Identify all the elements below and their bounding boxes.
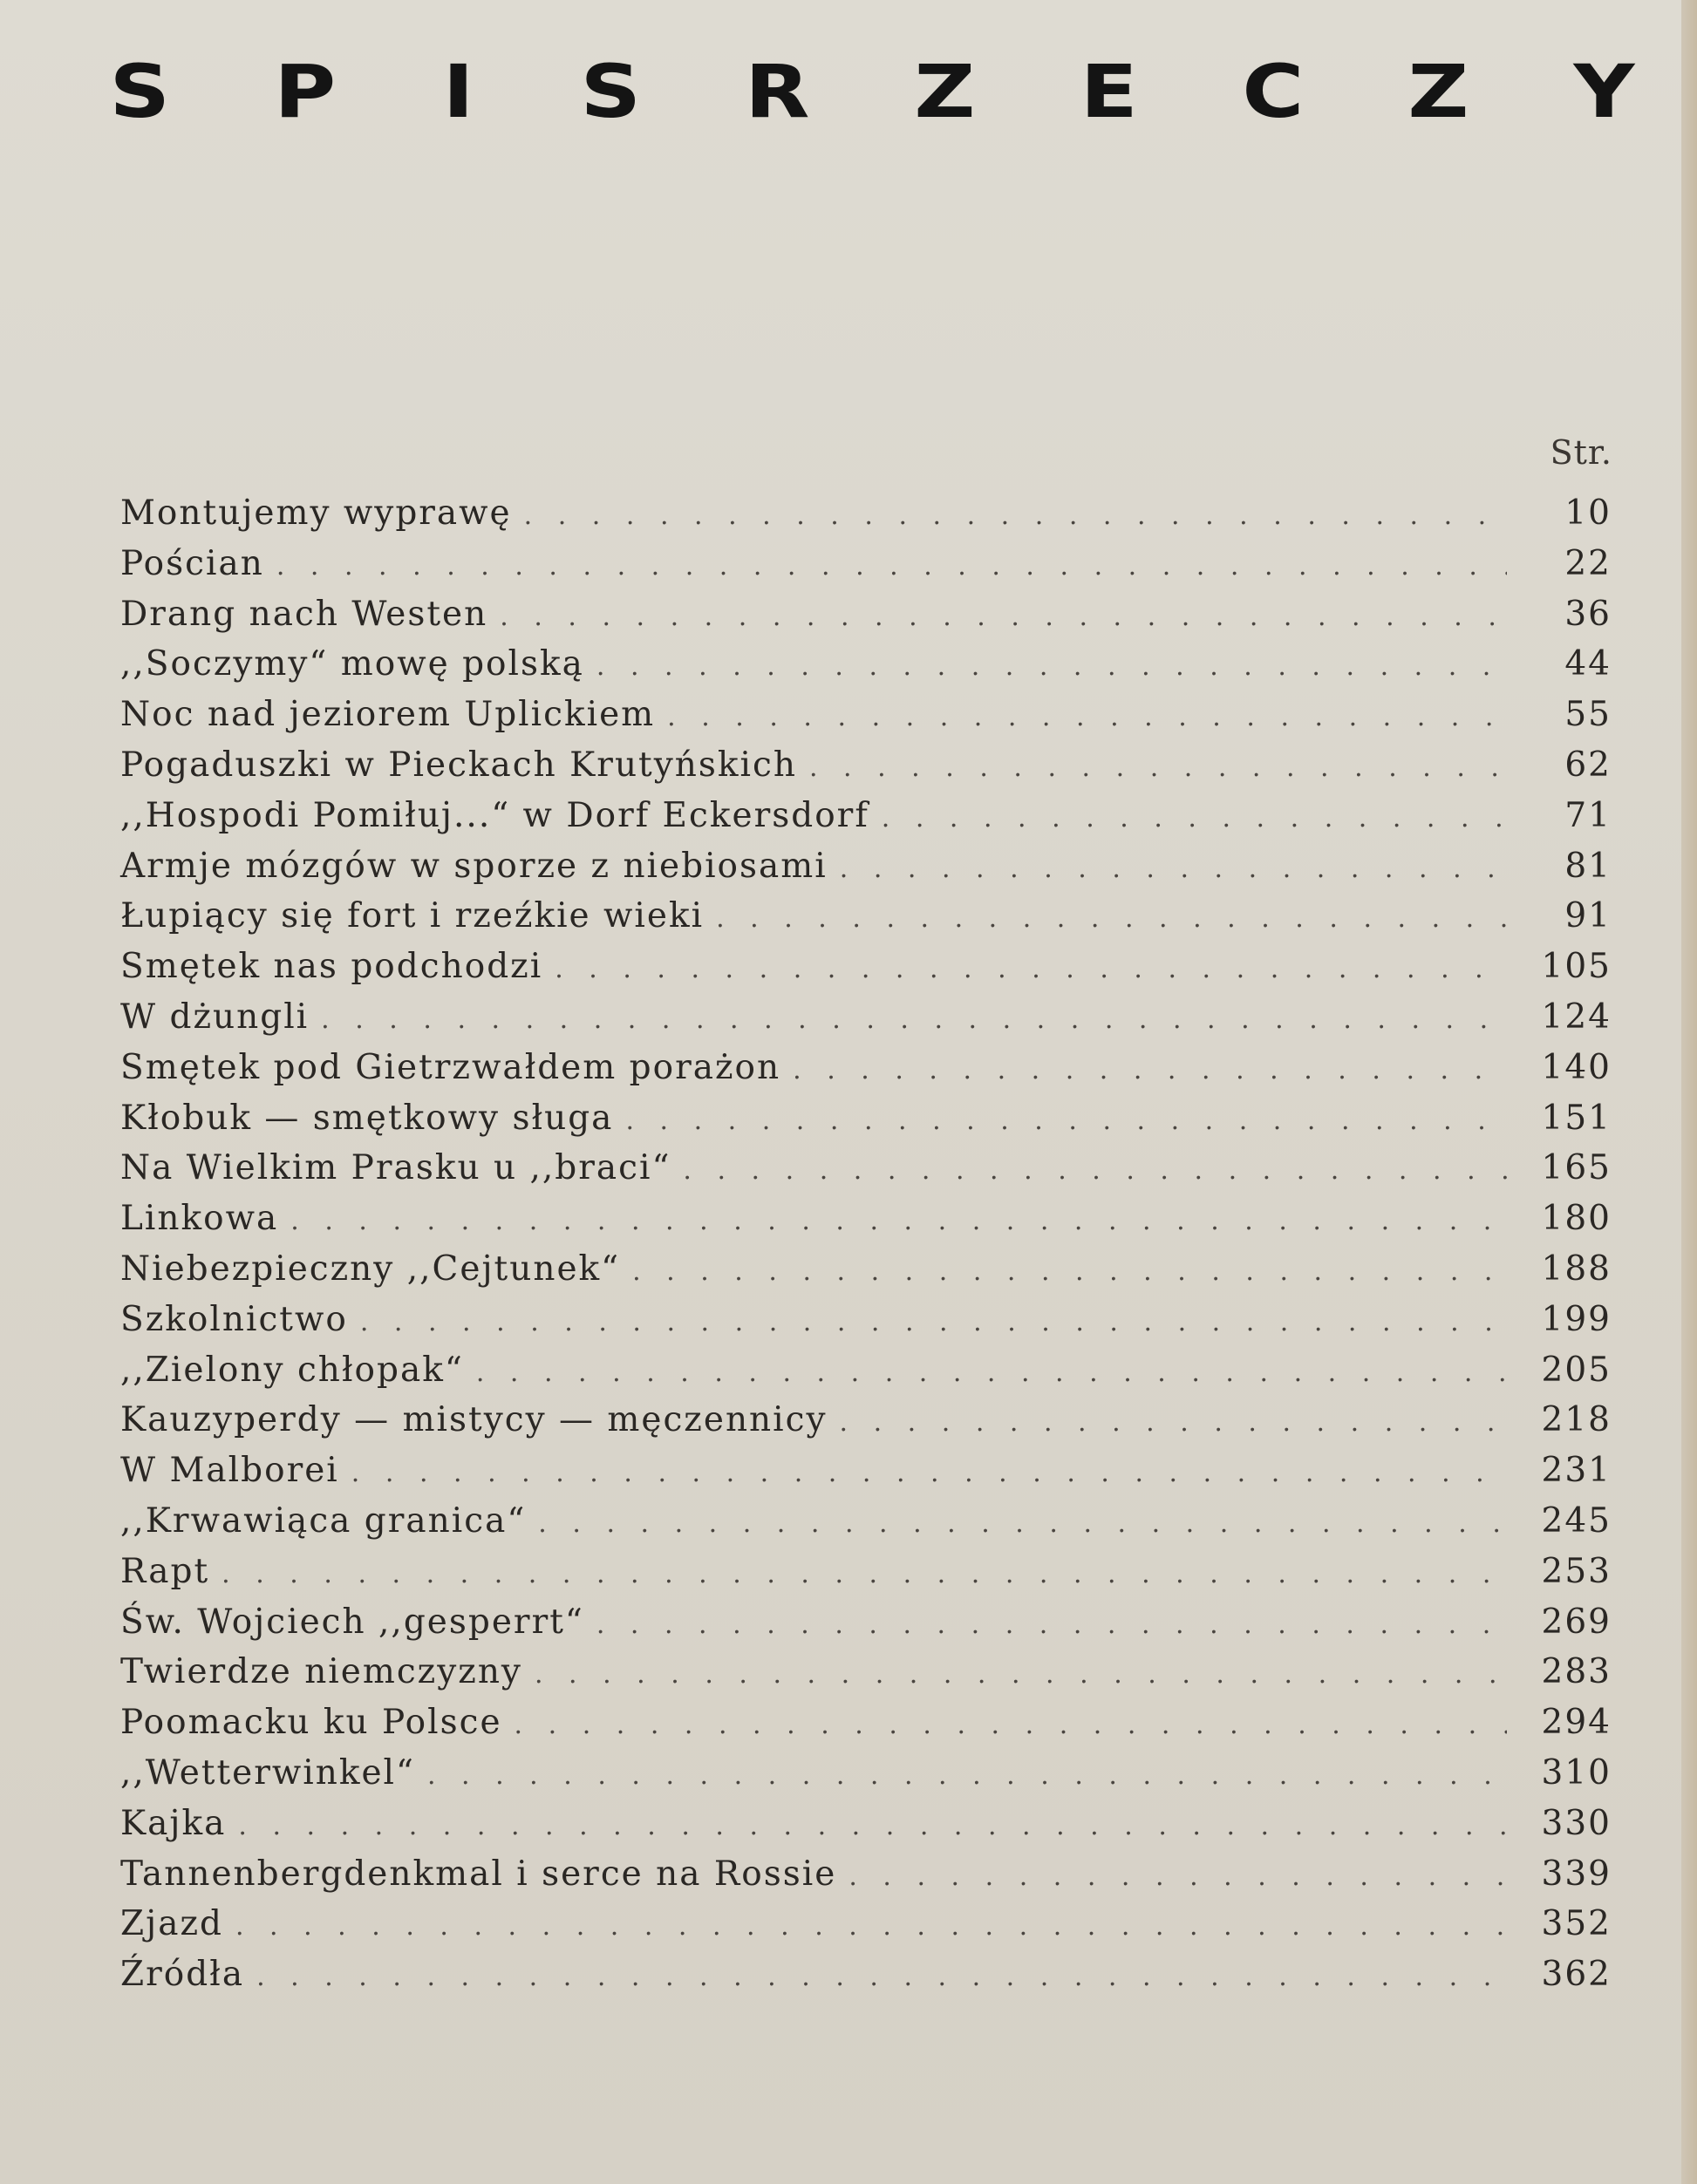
toc-entry (120, 1501, 1612, 1552)
toc-entry-title: ,,Wetterwinkel“ (120, 1752, 415, 1793)
toc-entry (120, 896, 1612, 947)
title-letter: R (745, 49, 810, 134)
toc-entry-page: 55 (1564, 695, 1612, 735)
dot-leader (256, 1962, 1507, 1992)
toc-entry-title: ,,Zielony chłopak“ (120, 1350, 464, 1390)
toc-entry-page: 218 (1541, 1400, 1612, 1440)
toc-entry (120, 1048, 1612, 1099)
toc-entry-title: Drang nach Westen (120, 594, 488, 634)
toc-entry (120, 1955, 1612, 2005)
toc-entry (120, 997, 1612, 1048)
toc-entry (120, 1753, 1612, 1804)
toc-entry-page: 199 (1541, 1299, 1612, 1339)
title-letter: Z (914, 49, 976, 134)
dot-leader (625, 1106, 1507, 1136)
toc-entry-title: Rapt (120, 1551, 210, 1591)
toc-entry-title: Łupiący się fort i rzeźkie wieki (120, 896, 705, 936)
toc-entry (120, 695, 1612, 745)
toc-entry-title: ,,Krwawiąca granica“ (120, 1500, 527, 1541)
toc-entry-title: Zjazd (120, 1904, 223, 1944)
toc-entry (120, 493, 1612, 544)
toc-entry-page: 71 (1564, 795, 1612, 835)
dot-leader (716, 903, 1507, 934)
toc-entry (120, 1602, 1612, 1653)
toc-entry-title: Montujemy wyprawę (120, 493, 512, 533)
toc-entry (120, 1552, 1612, 1602)
dot-leader (596, 1609, 1507, 1640)
dot-leader (290, 1206, 1507, 1236)
toc-entry-page: 151 (1541, 1098, 1612, 1138)
dot-leader (555, 954, 1507, 984)
title-letter: I (442, 49, 474, 134)
toc-entry-title: Linkowa (120, 1199, 279, 1239)
toc-entry-page: 10 (1564, 493, 1612, 533)
toc-entry-title: ,,Hospodi Pomiłuj...“ w Dorf Eckersdorf (120, 795, 869, 835)
dot-leader (882, 803, 1507, 833)
toc-entry-title: Noc nad jeziorem Uplickiem (120, 695, 656, 735)
dot-leader (321, 1004, 1507, 1035)
toc-entry-title: ,,Soczymy“ mowę polską (120, 644, 584, 684)
toc-entry-page: 283 (1541, 1652, 1612, 1692)
toc-entry-page: 330 (1541, 1803, 1612, 1843)
dot-leader (360, 1307, 1507, 1337)
toc-entry-page: 165 (1541, 1148, 1612, 1188)
title-letter: C (1242, 49, 1305, 134)
toc-entry (120, 644, 1612, 695)
dot-leader (238, 1811, 1507, 1841)
toc-entry-page: 22 (1564, 543, 1612, 583)
dot-leader (476, 1357, 1507, 1388)
title-letter: Y (1573, 49, 1635, 134)
title-letter: Z (1407, 49, 1469, 134)
toc-entry-title: Kauzyperdy — mistycy — męczennicy (120, 1400, 828, 1440)
dot-leader (276, 551, 1507, 582)
dot-leader (596, 651, 1507, 682)
title-letter: P (274, 49, 337, 134)
toc-entry (120, 1199, 1612, 1249)
toc-entry (120, 1400, 1612, 1451)
toc-entry-title: Na Wielkim Prasku u ,,braci“ (120, 1148, 671, 1188)
page-edge (1681, 0, 1697, 2184)
toc-entry-title: Źródła (120, 1955, 245, 1995)
toc-entry-page: 188 (1541, 1248, 1612, 1289)
table-of-contents (120, 493, 1612, 2005)
toc-entry-page: 81 (1564, 846, 1612, 886)
toc-entry-page: 180 (1541, 1199, 1612, 1239)
toc-entry (120, 595, 1612, 645)
toc-entry-title: W dżungli (120, 997, 310, 1037)
title-letter: S (109, 49, 171, 134)
page-title (109, 35, 1635, 148)
toc-entry-title: Św. Wojciech ,,gesperrt“ (120, 1602, 584, 1642)
dot-leader (515, 1710, 1507, 1740)
toc-entry-page: 253 (1541, 1551, 1612, 1591)
dot-leader (667, 702, 1507, 732)
dot-leader (235, 1911, 1507, 1942)
dot-leader (840, 854, 1507, 884)
page-column-label: Str. (1550, 433, 1612, 472)
toc-entry-title: Szkolnictwo (120, 1299, 348, 1339)
dot-leader (535, 1659, 1507, 1690)
toc-entry (120, 1099, 1612, 1149)
toc-entry-title: W Malborei (120, 1451, 339, 1491)
toc-entry-page: 362 (1541, 1955, 1612, 1995)
dot-leader (809, 752, 1507, 783)
toc-entry-page: 105 (1541, 947, 1612, 987)
toc-entry (120, 1451, 1612, 1501)
toc-entry-title: Twierdze niemczyzny (120, 1652, 522, 1692)
dot-leader (840, 1407, 1507, 1438)
toc-entry-title: Kłobuk — smętkowy sługa (120, 1098, 614, 1138)
toc-entry-page: 294 (1541, 1703, 1612, 1743)
toc-entry-title: Smętek nas podchodzi (120, 947, 543, 987)
toc-entry-page: 124 (1541, 997, 1612, 1037)
toc-entry-page: 36 (1564, 594, 1612, 634)
toc-entry (120, 1148, 1612, 1199)
toc-entry-title: Pogaduszki w Pieckach Krutyńskich (120, 745, 797, 785)
toc-entry-title: Niebezpieczny ,,Cejtunek“ (120, 1248, 621, 1289)
toc-entry (120, 1804, 1612, 1854)
toc-entry (120, 947, 1612, 997)
toc-entry-page: 91 (1564, 896, 1612, 936)
toc-entry (120, 1904, 1612, 1955)
toc-entry-page: 140 (1541, 1047, 1612, 1087)
toc-entry (120, 796, 1612, 847)
dot-leader (221, 1559, 1507, 1589)
dot-leader (427, 1760, 1507, 1791)
toc-entry-page: 339 (1541, 1854, 1612, 1894)
dot-leader (683, 1155, 1507, 1186)
toc-entry (120, 1300, 1612, 1351)
dot-leader (793, 1055, 1507, 1085)
title-letter: S (580, 49, 641, 134)
toc-entry (120, 1652, 1612, 1703)
title-letter: E (1080, 49, 1138, 134)
toc-entry-page: 352 (1541, 1904, 1612, 1944)
toc-entry (120, 1249, 1612, 1300)
toc-entry-title: Kajka (120, 1803, 227, 1843)
dot-leader (351, 1458, 1507, 1488)
toc-entry-page: 44 (1564, 644, 1612, 684)
toc-entry (120, 544, 1612, 595)
toc-entry-title: Tannenbergdenkmal i serce na Rossie (120, 1854, 837, 1894)
toc-entry (120, 1351, 1612, 1401)
dot-leader (524, 500, 1507, 531)
toc-entry (120, 1703, 1612, 1753)
dot-leader (500, 602, 1507, 632)
toc-entry-page: 310 (1541, 1752, 1612, 1793)
toc-entry-title: Smętek pod Gietrzwałdem porażon (120, 1047, 781, 1087)
toc-entry-page: 205 (1541, 1350, 1612, 1390)
toc-entry-title: Pościan (120, 543, 264, 583)
toc-entry-page: 62 (1564, 745, 1612, 785)
toc-entry-title: Poomacku ku Polsce (120, 1703, 502, 1743)
toc-entry (120, 847, 1612, 897)
toc-entry-page: 231 (1541, 1451, 1612, 1491)
dot-leader (632, 1256, 1507, 1287)
dot-leader (538, 1508, 1507, 1539)
toc-entry (120, 1854, 1612, 1905)
toc-entry-title: Armje mózgów w sporze z niebiosami (120, 846, 828, 886)
dot-leader (848, 1861, 1507, 1892)
toc-entry-page: 245 (1541, 1500, 1612, 1541)
toc-entry-page: 269 (1541, 1602, 1612, 1642)
toc-entry (120, 745, 1612, 796)
